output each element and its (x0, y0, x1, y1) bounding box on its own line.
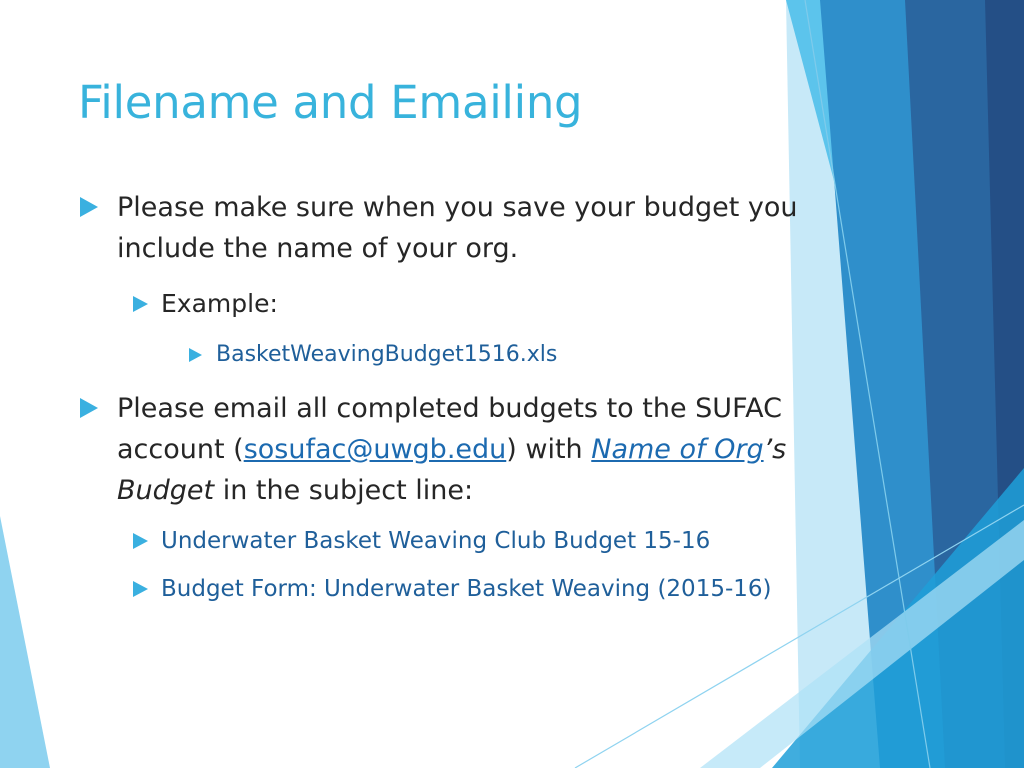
sub-bullet-text: Example: (161, 289, 278, 318)
bullet-arrow-icon (80, 398, 98, 418)
bullet-save-budget (80, 187, 820, 269)
sub-sub-bullet-filename (189, 339, 557, 371)
email-instruction-mid: ) with (506, 434, 592, 465)
bullet-arrow-icon (189, 348, 202, 362)
filename-example-text: BasketWeavingBudget1516.xls (216, 342, 558, 367)
sub-bullet-example (133, 287, 278, 321)
left-ribbon-shape (0, 516, 50, 768)
subject-example-text: Underwater Basket Weaving Club Budget 15-16 (161, 528, 711, 554)
bullet-arrow-icon (133, 533, 148, 549)
sub-bullet-subject-example-1 (133, 524, 710, 558)
sub-bullet-subject-example-2 (133, 572, 772, 606)
subject-name-link[interactable]: Name of Org (591, 434, 764, 465)
subject-suffix: ’s Budget (117, 434, 787, 506)
subject-example-text: Budget Form: Underwater Basket Weaving (2015-16) (161, 576, 772, 602)
bullet-email-budget (80, 388, 842, 511)
bullet-arrow-icon (133, 296, 148, 312)
email-link[interactable]: sosufac@uwgb.edu (243, 434, 507, 465)
email-instruction-end: in the subject line: (214, 475, 474, 506)
bullet-arrow-icon (133, 581, 148, 597)
slide-title: Filename and Emailing (78, 76, 583, 129)
email-instruction-text: Please email all completed budgets to the SUFAC account ( (117, 393, 782, 465)
bullet-text (117, 388, 842, 511)
bullet-text: Please make sure when you save your budget you include the name of your org. (117, 192, 798, 264)
bullet-arrow-icon (80, 197, 98, 217)
